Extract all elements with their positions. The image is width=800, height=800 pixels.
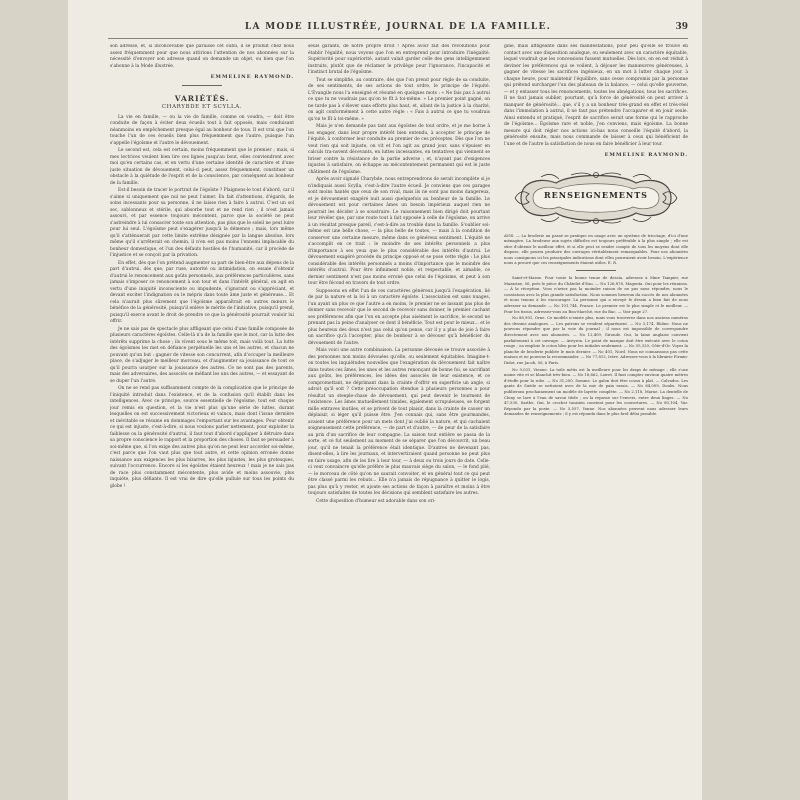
column-left <box>110 44 294 794</box>
column-right <box>504 44 688 794</box>
column-middle <box>308 44 490 794</box>
section-subtitle: CHARYBDE ET SCYLLA. <box>161 104 243 110</box>
article-paragraph: Je ne sais pas de spectacle plus affligeant que celui d'une famille composée de plusieurs caractères égoïstes. Celle-là n'a de la famille que le mot, car la lutte des intérêts supprime la chose ; ils vivent sous le même toit, mais voilà tout. La lutte des égoïsmes les met en défiance perpétuelle les uns et les autres, et chacun ne pouvant qu'un but : gagner de vitesse son concurrent, afin d'occuper la meilleure place, de s'adjuger le meilleur morceau, et d'augmenter sa jouissance de tout ce qu'il pourra usurper sur la jouissance des autres. Ce ne sont pas des parents, mais des adversaires, des associés se méfiant les uns des autres, — et essayant de se duper l'un l'autre. <box>110 326 294 384</box>
article-paragraph: On ne se rend pas suffisamment compte de la complication que le principe de l'iniquité introduit dans l'existence, et de la confusion qu'il établit dans les intelligences. Avec ce principe, source essentielle de l'égoïsme, tout est chaque jour remis en question, et la vie n'est plus qu'une série de luttes, durant lesquelles on est successivement victorieux et vaincu, mais dont l'issue dernière et inévitable se résume en dommages l'emportant sur les avantages. Pour obtenir ce qui est injuste, c'est-à-dire, si nous voulons parler nettement, pour exploiter la faiblesse ou la générosité d'autrui, il faut tout d'abord s'appliquer à détruire dans sa propre conscience le rapport et la proportion des choses. Il faut se persuader à soi-même que, si l'on exige des autres plus qu'on ne peut leur accorder soi-même, c'est parce que l'on vaut plus que tout autre, et cette opinion erronée donne naissance aux exigences les plus bizarres, les plus injustes, les plus grotesques, suivant l'occurrence. Encore si les égoïstes étaient heureux ! mais je ne sais pas de race plus constamment mécontente, plus avide et moins assouvie, plus inquiète, plus défiante. Il est vrai de dire qu'elle pullule sur tous les points du globe ! <box>110 386 294 489</box>
notice-paragraph: No 88,901, Orne. Ce modèle n'existe plus, mais vous trouverez dans nos anciens numéros des dessins analogues. — Les patrons se vendent séparément. — No 3,174, Rhône. Nous ne pouvons répondre que par la voie du journal ; il nous est impossible de correspondre directement avec nos abonnées. — No 12,409, Gironde. Oui, la laine anglaise convient parfaitement à cet ouvrage. — Aveyron. Le point de marque doit être exécuté avec le coton rouge ; on emploie le coton bleu pour les initiales seulement. — No 55,320, Côte-d'Or. Voyez la planche de broderie publiée le mois dernier. — No 401, Nord. Nous ne connaissons pas cette maison et ne pouvons la recommander. — No 77,812, Isère. Adressez-vous à la librairie Firmin-Didot, rue Jacob, 56, à Paris. <box>504 315 688 365</box>
section-title: VARIÉTÉS. <box>174 93 230 103</box>
article-paragraph: Est-il besoin de tracer le portrait de l'égoïste ? Plaignons-le tout d'abord, car il s'aime si uniquement que nul ne peut l'aimer. En fait d'attentions, d'égards, de soins incessants pour sa personne, il ne laisse rien à faire à autrui. C'est un sol sec, sablonneux et stérile, qui absorbe tout et ne rend rien ; il n'est jamais assouvi, et par essence toujours mécontent, parce que la société ne peut s'astreindre à lui consacrer toute son attention, pas plus que le soleil ne peut luire pour lui seul. L'égoïsme peut s'exagérer jusqu'à la démence ; mais, lors même qu'il s'atténuerait par cette limite extrême désignée par la langue absolue, lors même qu'il s'arrêterait en chemin, il n'en est pas moins l'ennemi implacable du bonheur domestique, et l'un des défauts hostiles de l'humanité, car il procède de l'injustice et se conçoit par la privation. <box>110 188 294 258</box>
article-paragraph: gine, mais affligeante dans ses manifestations, pour peu qu'elle se trouve en contact avec une disposition analogue, ou seulement avec un caractère équitable, lequel voudrait que les concessions fussent mutuelles. Dès lors, on en est réduit à deviner les préférences qui se voilent, à déjouer les manœuvres généreuses, à gagner de vitesse les sacrifices ingénieux, en un mot à lutter chaque jour, à chaque heure, pour maintenir l'équilibre, sans cesse compromis par la personne qui prétend surcharger l'un des plateaux de la balance, — celui qu'elle gouverne, — et y entasser tous les renoncements, toutes les abnégations, tous les sacrifices. Il ne faut jamais oublier, pourtant, qu'à force de générosité on peut arriver à manquer de générosité... que, s'il y a un bonheur très-grand en effet et très-réel dans l'immolation à autrui, il ne faut pas prétendre l'accaparer et en jouir seule. Ainsi entendu et pratiqué, l'esprit de sacrifice serait une forme qui le rapproche de l'égoïsme... Égoïsme rare et noble, j'en conviens, mais égoïsme. La bonne mesure qui doit régler nos actions ici-bas nous conseille l'équité d'abord, la générosité ensuite, mais nous commande de laisser à ceux qui bénéficient de l'une et de l'autre la satisfaction de nous en faire bénéficier à leur tour. <box>504 44 688 147</box>
article-paragraph: En effet, dès que l'on prétend augmenter sa part de bien-être aux dépens de la part d'autrui, dès que, par ruse, autorité ou intimidation, on essaie d'obtenir d'autrui le renoncement aux goûts personnels, aux préférences particulières, sans jamais s'imposer ce renoncement à son tour et dans l'intérêt général, on agit en vertu d'une iniquité inconsciente ou impudente, s'ignorant ou s'appréciant, et devant exciter l'indignation ou le mépris dans toute âme juste et généreuse... Et cela n'aurait plus sûrement que l'égoïsme apparaîtrait en autres mœurs le bénéfice de la générosité, puisqu'il enlève le mérite de l'initiative, puisqu'il prend, puisqu'il exerce avant le droit de prendre ce que la générosité pourrait vouloir lui offrir. <box>110 260 294 324</box>
article-paragraph: Mais voici une autre combinaison. La personne dévouée se trouve associée à des personnes non moins dévouées qu'elle, ou seulement équitables. Imagine-t-on toutes les inquiétudes nouvelles que l'exagération du dévouement fait naître dans toutes ces âmes, les unes et les autres renonçant de bonne foi, se sacrifiant aux goûts, les préférences, les idées des associés de leur existence, et ce compromettant, ne déprimant dans la crainte d'offrir en superficie un angle, si adroit qu'il soit ? Cette préoccupation étendue à plusieurs personnes a pour résultat un steeple-chase de dévouement, qui peut devenir le tourment de l'existence. Les âmes mutuellement timides, également scrupuleuses, se forgent mille entraves inutiles, et se privent de tout plaisir, dans la crainte de causer un déplaisir, si léger qu'il puisse être. J'en connais qui, sans être gourmandes, avaient une préférence pour un mets dont j'ai oublié la nature, et qui cachaient soigneusement cette préférence, — de part et d'autre, — de peur de la satisfaire au prix d'un sacrifice de leur compagne. La saison tout entière se passa de la sorte, et ce fut seulement au moment de se séparer que l'on découvrit, un beau jour, qu'il ne tenait la préférence était identique. D'autres ne devenant pas, disent-elles, à lire les journaux, et intervertiraient quand personne ne peut plus en faire usage, afin de les lire à leur tour, — à deux ou trois jours de date. Celle-ci veut convaincre qu'elle préfère le plus mauvais siège du salon, — le fond plié, — le morceau de côté qu'on ne saurait convoiter, et en général tout ce qui peut être classé parmi les rebuts... Elle n'a jamais de répugnance à quitter le logis, pas plus qu'à y rester, et ajoute ses actions de façon à paraître et moins à être toujours satisfaites de toutes les décisions qui semblent satisfaire les autres. <box>308 348 490 496</box>
divider <box>182 85 222 86</box>
article-paragraph: Supposons en effet l'un de ces caractères généreux jusqu'à l'exagération, lié de par la nature et la loi à un caractère égoïste. L'association est sans nuages, l'un ayant un plus ce que l'autre a en moins, le premier ne se lassant pas plus de donner sans recevoir que le second de recevoir sans donner, le premier cachant ses préférences afin que l'on en accepte plus aisément le sacrifice, le second ne prenant pas la peine d'analyser ce dont il bénéficie. Tout est pour le mieux... et le plus heureux des deux n'est pas celui qu'on pense, car il y a plus de joie à faire un sacrifice qu'à l'accepter, plus de bonheur à se dévouer qu'à bénéficier du dévouement de l'autre. <box>308 288 490 346</box>
signature: EMMELINE RAYMOND. <box>210 74 294 80</box>
page-header <box>108 22 688 39</box>
newspaper-page <box>68 0 702 800</box>
notice-paragraph: Saint-et-Marne. Pour toute la bonne tenue de dessin, adressez à Mme Tampier, rue Mazarine, 56, près le pièce du Châtelet d'Eau. — No 126,878, Magenta. Oui pour les réunions. — À la réception. Vous n'aviez pas la moindre raison de ne pas nous répondre, nous le constatons avec la plus grande satisfaction. Nous sommes heureux du succès de nos abonnées et nous tenons à les encourager. La personne qui a envoyé le dessin a bien fait de nous adresser sa demande. — No 101,744, France. Le premier est le plus simple et le meilleur. — Pour les tissus, adressez-vous au Bon-Marché, rue du Bac. — Voir page 27. <box>504 275 688 314</box>
journal-title: LA MODE ILLUSTRÉE, JOURNAL DE LA FAMILLE. <box>244 22 552 32</box>
notice-paragraph: No 9,031, Vienne. La toile métis est la meilleure pour les draps de ménage ; elle s'use moins vite et se blanchit très-bien. — No 18,662, Loiret. Il faut compter environ quatre mètres d'étoffe pour la robe. — No 31,200, Somme. Le galon doit être cousu à plat. — Calvados. Les gants de Suède se nettoient avec de la mie de pain rassis. — No 64,009, Doubs. Nous publierons prochainement un modèle de layette complète. — No 2,118, Marne. La dentelle de Cluny se lave à l'eau de savon tiède ; on la repasse sur l'envers, entre deux linges. — No 47,530, Sarthe. Oui, le crochet tunisien convient pour les couvertures. — No 80,104, Var. Répondu par la poste. — No 5,557, Yonne. Nos abonnées peuvent nous adresser leurs demandes de renseignements ; il y est répondu dans le plus bref délai possible. <box>504 366 688 417</box>
article-paragraph: Après avoir signalé Charybde, nous entreprendrons de serait incomplète si je n'indiquais aussi Scylla, c'est-à-dire l'autre écueil. Je conviens que ces parages sont moins hantés que ceux de son rival, mais ils ne sont pas moins dangereux, et je dévouement exagéré nuit aussi quelquefois au bonheur de la famille. Le dévouement est pour certaines âmes un besoin impérieux auquel rien ne pourrait les décider à se soustraire. Le raisonnement bien dirigé doit pourtant leur révéler que, par une route tout à fait opposée à celle de l'égoïsme, on arrive à un résultat presque pareil, c'est-à-dire au trouble dans la famille. S'oublier soi-même est une belle chose, — la plus belle de toutes, — mais à la condition de conserver une certaine mesure, même dans ce généreux sentiment. L'équité ne s'accomplit en ce trait : le moindre de ses intérêts personnels a plus d'importance à ses yeux que le plus considérable des intérêts d'autrui. Le dévouement exagéré procède du principe opposé et se pose cette règle : Le plus considérable des intérêts personnels a moins d'importance que le moindre des intérêts d'autrui. Pour être infiniment noble, et respectable, et aimable, ce dernier sentiment n'est pas moins erroné que celui de l'égoïsme, et peut à son tour être fécond en travers de tout ordre. <box>308 177 490 286</box>
article-paragraph: La vie en famille, — ou la vie de famille, comme on voudra, — doit être conduite de façon à éviter deux écueils tout à fait opposés, mais conduisant néanmoins en empêchement presque égal au bonheur de tous. Il est vrai que l'on touche l'un de ces écueils bien plus fréquemment que l'autre, puisque l'un s'appelle l'égoïsme et l'autre le dévouement. <box>110 114 294 146</box>
signature: EMMELINE RAYMOND. <box>604 152 688 158</box>
renseignements-banner <box>511 169 681 227</box>
banner-title: RENSEIGNEMENTS <box>544 189 648 200</box>
intro-paragraph: son adresse, et, si inconcevable que paraisse cet oubli, il se produit chez nous assez fréquemment pour que nous attirions l'attention de nos abonnées sur la nécessité d'envoyer son adresse quand on demande un objet, ou bien que l'on s'abonne à la Mode illustrée. <box>110 44 294 69</box>
divider <box>576 270 616 271</box>
article-paragraph: Le second est, cela est certain, moins fréquemment que le premier ; mais, si mes lectrices veulent bien lire ces lignes jusqu'au bout, elles conviendront avec moi qu'en certains cas, et en vertu d'une certaine identité de caractère et d'une juste situation de dévouement, celui-ci peut, assez fréquemment, constituer un obstacle à la quiétude de l'esprit et de la conscience, par conséquent au bonheur de la famille. <box>110 148 294 186</box>
article-paragraph: Cette disposition d'humeur est adorable dans son ori- <box>316 498 436 504</box>
article-paragraph: Mais je n'en demande pas tant aux égoïstes de tout ordre, et je me borne à les engager, dans leur propre intérêt bien entendu, à accepter le principe de l'équité, à conformer leur conduite au premier de ces préceptes. Dès que l'on ne veut rien qui soit injuste, on vit et l'on agit au grand jour, sans s'épuiser en calculs tra-nsvent décevants, en luttes incessantes, en tentatives qui viennent se briser contre la résistance de la partie adverse ; et, n'ayant pas d'exigences injustes à satisfaire, on échappe au mécontentement permanent qui est le juste châtiment de l'égoïsme. <box>308 124 490 175</box>
article-paragraph: seuls garants, de notre propre droit ! Après avoir fait des révolutions pour établir l'égalité, nous voyons que l'on en entreprend pour introduire l'inégalité. Supériorité pour supériorité, autant valait garder celle des gens intelligemment instruits, plutôt que de réclamer le privilège pour l'ignorance, l'incapacité et l'instinct brutal de l'égoïsme. <box>308 44 490 75</box>
article-paragraph: Tout se simplifie, au contraire, dès que l'on prend pour règle de sa conduite, de ses sentiments, de ses actions de tout ordre, le principe de l'équité. L'Évangile nous l'a enseigné et résumé en quelques mots : « Ne fais pas à autrui ce que tu ne voudrais pas qu'on te fît à toi-même. » Le premier point gagné, on ne tarde pas à s'élever sans efforts plus haut, et, allant de la justice à la charité, on agit conformément à cette autre règle : « Fais à autrui ce que tu voudrais qu'on te fît à toi-même. » <box>308 77 490 122</box>
page-number: 39 <box>675 22 688 32</box>
notice-paragraph: AVIS. — La broderie au passé se pratique en usage avec un système de tricotage, d'ici d'une ménagère. La brodeuse aux sujets difficiles est toujours préférable à la plus simple ; elle est sûre d'obtenir le meilleur effet, et si elle peut se rendre compte de tous les moyens dont elle dispose, elle pourra produire des ouvrages véritablement remarquables. Pour nos abonnées nous consignons ici les principales indications dont elles pourraient avoir besoin. L'expérience nous a prouvé que ces renseignements étaient utiles. E. R. <box>504 232 688 266</box>
